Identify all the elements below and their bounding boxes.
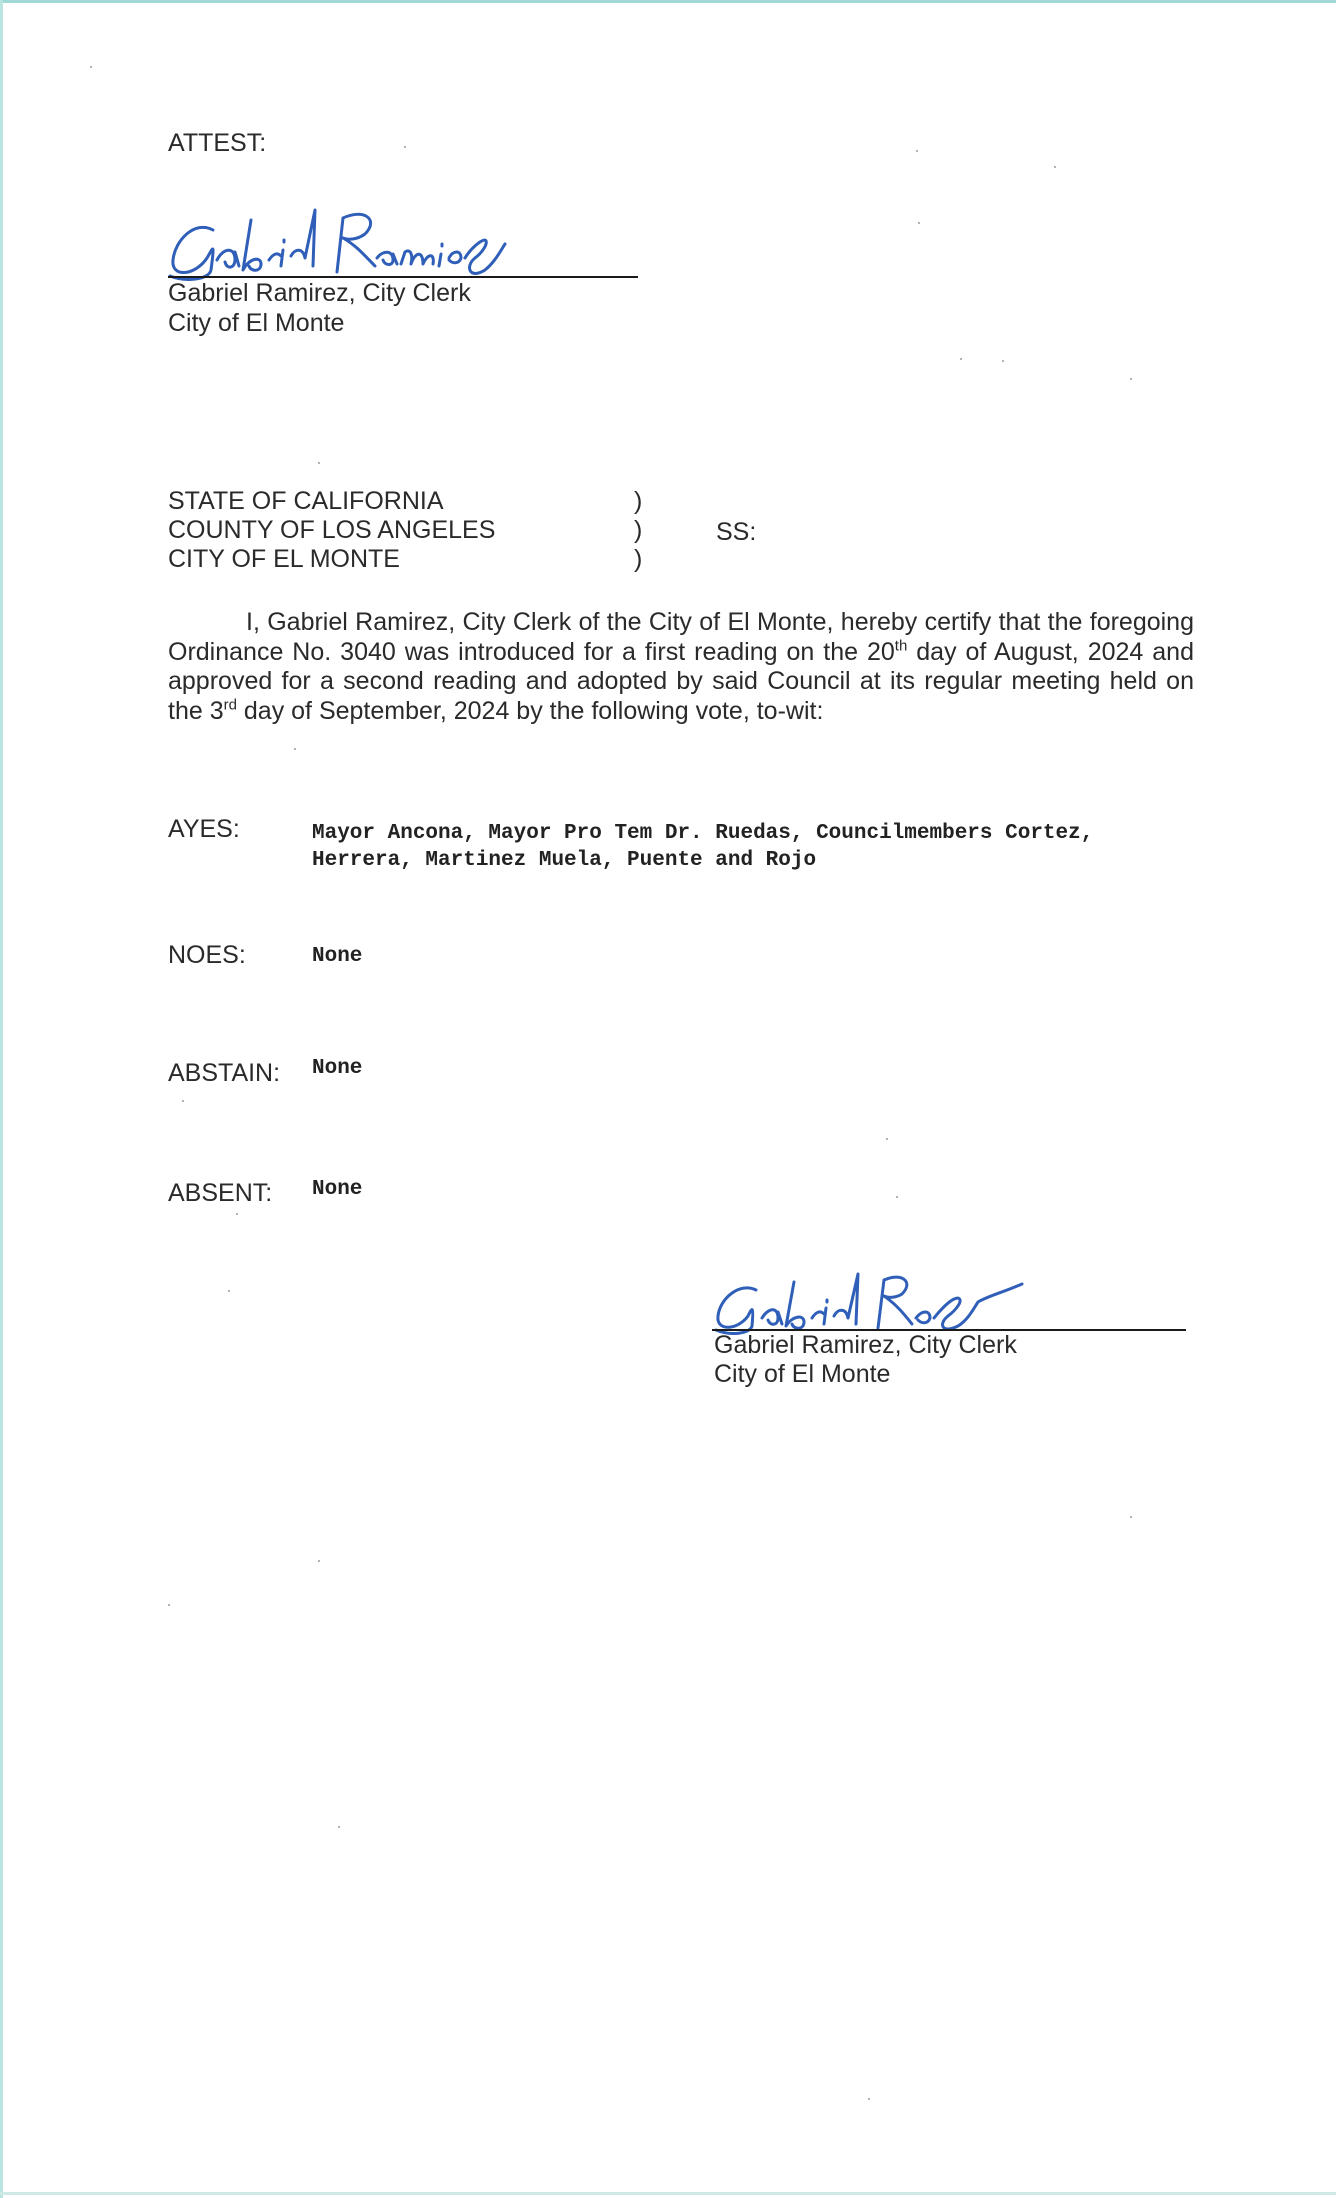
scan-speck bbox=[1054, 166, 1056, 168]
signature-organization: City of El Monte bbox=[714, 1360, 891, 1388]
venue-city: CITY OF EL MONTE bbox=[168, 545, 400, 573]
scan-speck bbox=[1130, 1516, 1132, 1518]
scan-speck bbox=[338, 1826, 340, 1828]
cert-text-2: day of August, 2024 and approved for a second reading and adopted by said Council at its regular meeting held on the 3 bbox=[168, 637, 1194, 725]
cert-text-1: I, Gabriel Ramirez, City Clerk of the City of El Monte, hereby certify that the foregoing Ordinance No. 3040 was introduced for a first reading on the 20 bbox=[168, 608, 1194, 666]
absent-value: None bbox=[312, 1178, 363, 1201]
ayes-value-line2: Herrera, Martinez Muela, Puente and Rojo bbox=[312, 849, 817, 872]
noes-label: NOES: bbox=[168, 941, 246, 969]
ayes-value-line1: Mayor Ancona, Mayor Pro Tem Dr. Ruedas, Councilmembers Cortez, bbox=[312, 822, 1094, 845]
scan-speck bbox=[918, 222, 920, 224]
ayes-label: AYES: bbox=[168, 815, 240, 843]
scan-speck bbox=[168, 1604, 170, 1606]
venue-county: COUNTY OF LOS ANGELES bbox=[168, 516, 496, 544]
cert-sup-2: rd bbox=[223, 696, 237, 714]
attest-organization: City of El Monte bbox=[168, 309, 345, 337]
scan-speck bbox=[318, 462, 320, 464]
venue-paren-1: ) bbox=[634, 487, 643, 515]
noes-value: None bbox=[312, 945, 363, 968]
scan-speck bbox=[404, 146, 406, 148]
scan-speck bbox=[318, 1560, 320, 1562]
scan-speck bbox=[868, 2098, 870, 2100]
venue-paren-3: ) bbox=[634, 545, 643, 573]
scan-speck bbox=[1130, 378, 1132, 380]
scan-speck bbox=[896, 1196, 898, 1198]
scan-speck bbox=[90, 66, 92, 68]
attest-name-title: Gabriel Ramirez, City Clerk bbox=[168, 279, 471, 307]
scan-speck bbox=[960, 358, 962, 360]
attest-heading: ATTEST: bbox=[168, 129, 267, 157]
scan-speck bbox=[886, 1138, 888, 1140]
scan-speck bbox=[236, 1213, 238, 1215]
certification-paragraph bbox=[168, 608, 1194, 726]
scan-speck bbox=[1002, 360, 1004, 362]
scan-speck bbox=[294, 748, 296, 750]
cert-text-3: day of September, 2024 by the following vote, to-wit: bbox=[236, 696, 824, 725]
scan-speck bbox=[182, 1100, 184, 1102]
abstain-label: ABSTAIN: bbox=[168, 1059, 281, 1087]
scan-speck bbox=[916, 150, 918, 152]
scan-speck bbox=[228, 1290, 230, 1292]
signature-name-title: Gabriel Ramirez, City Clerk bbox=[714, 1331, 1017, 1359]
venue-paren-2: ) bbox=[634, 516, 643, 544]
clerk-signature-top bbox=[165, 200, 545, 285]
scan-edge-left bbox=[0, 0, 3, 2198]
scan-edge-top bbox=[0, 0, 1336, 3]
clerk-signature-bottom bbox=[712, 1268, 1042, 1338]
venue-state: STATE OF CALIFORNIA bbox=[168, 487, 444, 515]
scan-edge-bottom bbox=[0, 2192, 1336, 2195]
cert-sup-1: th bbox=[894, 637, 908, 655]
abstain-value: None bbox=[312, 1057, 363, 1080]
venue-ss: SS: bbox=[716, 518, 757, 546]
absent-label: ABSENT: bbox=[168, 1179, 273, 1207]
